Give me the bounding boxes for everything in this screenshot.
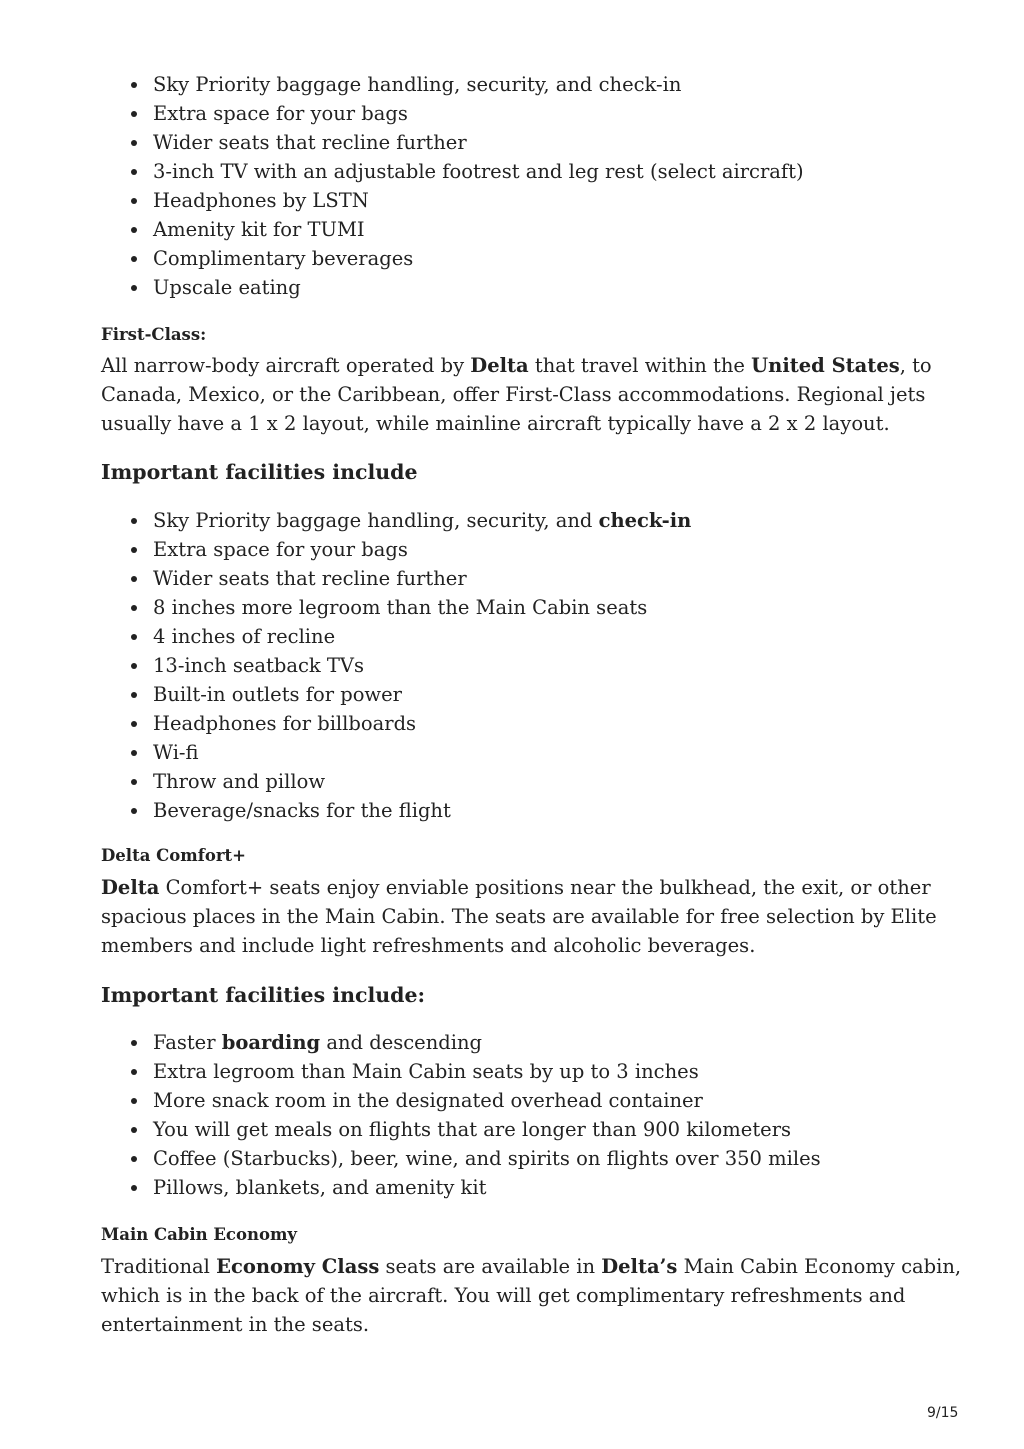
- text-run: seats are available in: [379, 1255, 602, 1278]
- list-item: 13-inch seatback TVs: [101, 651, 921, 680]
- text-run: Canada, Mexico, or the Caribbean, offer First-Class accommodations. Regional jets: [101, 383, 926, 406]
- text-run: , to: [899, 354, 932, 377]
- facilities-heading: Important facilities include:: [101, 983, 426, 1007]
- text-run: entertainment in the seats.: [101, 1313, 370, 1336]
- list-item: Headphones by LSTN: [101, 186, 921, 215]
- list-item: Built-in outlets for power: [101, 680, 921, 709]
- text-run: and descending: [320, 1031, 483, 1054]
- text-run: that travel within the: [528, 354, 752, 377]
- list-item: Wider seats that recline further: [101, 128, 921, 157]
- list-item: Wider seats that recline further: [101, 564, 921, 593]
- text-run: Faster: [153, 1031, 222, 1054]
- list-item: You will get meals on flights that are longer than 900 kilometers: [101, 1115, 921, 1144]
- list-item: Beverage/snacks for the flight: [101, 796, 921, 825]
- list-item: Amenity kit for TUMI: [101, 215, 921, 244]
- list-item: 3-inch TV with an adjustable footrest and leg rest (select aircraft): [101, 157, 921, 186]
- bold-text: Delta: [470, 354, 529, 377]
- list-item: Complimentary beverages: [101, 244, 921, 273]
- list-item: Wi-fi: [101, 738, 921, 767]
- list-item: Sky Priority baggage handling, security, and check-in: [101, 70, 921, 99]
- list-item: Extra space for your bags: [101, 535, 921, 564]
- economy-paragraph: [101, 1252, 962, 1339]
- list-item: More snack room in the designated overhead container: [101, 1086, 921, 1115]
- text-run: All narrow-body aircraft operated by: [101, 354, 471, 377]
- comfort-facilities-list: [101, 1028, 921, 1202]
- document-page: [101, 70, 962, 1339]
- text-run: Comfort+ seats enjoy enviable positions near the bulkhead, the exit, or other: [159, 876, 931, 899]
- bold-text: check-in: [598, 509, 692, 532]
- bold-text: Economy Class: [216, 1255, 380, 1278]
- bold-text: Delta’s: [601, 1255, 678, 1278]
- list-item: Extra legroom than Main Cabin seats by up to 3 inches: [101, 1057, 921, 1086]
- list-item: Coffee (Starbucks), beer, wine, and spirits on flights over 350 miles: [101, 1144, 921, 1173]
- bold-text: boarding: [221, 1031, 321, 1054]
- text-run: members and include light refreshments and alcoholic beverages.: [101, 934, 756, 957]
- facilities-heading: Important facilities include: [101, 460, 418, 484]
- page-number: 9/15: [927, 1405, 959, 1421]
- list-item: 8 inches more legroom than the Main Cabin seats: [101, 593, 921, 622]
- list-item: Throw and pillow: [101, 767, 921, 796]
- text-run: spacious places in the Main Cabin. The seats are available for free selection by Elite: [101, 905, 937, 928]
- text-run: which is in the back of the aircraft. You will get complimentary refreshments and: [101, 1284, 906, 1307]
- list-item: Headphones for billboards: [101, 709, 921, 738]
- text-run: Main Cabin Economy cabin,: [677, 1255, 962, 1278]
- bold-text: Delta: [101, 876, 160, 899]
- bold-text: United States: [751, 354, 900, 377]
- comfort-paragraph: [101, 873, 937, 960]
- list-item: 4 inches of recline: [101, 622, 921, 651]
- list-item: Extra space for your bags: [101, 99, 921, 128]
- list-item: Upscale eating: [101, 273, 921, 302]
- economy-heading: Main Cabin Economy: [101, 1225, 298, 1244]
- first-class-facilities-list: [101, 506, 921, 825]
- list-item: [101, 506, 921, 535]
- first-class-heading: First-Class:: [101, 325, 207, 344]
- list-item: [101, 1028, 921, 1057]
- text-run: Sky Priority baggage handling, security, and: [153, 509, 599, 532]
- list-item: Pillows, blankets, and amenity kit: [101, 1173, 921, 1202]
- text-run: Traditional: [101, 1255, 217, 1278]
- premium-amenities-list: [101, 70, 921, 302]
- text-run: usually have a 1 x 2 layout, while mainline aircraft typically have a 2 x 2 layout.: [101, 412, 890, 435]
- first-class-paragraph: [101, 351, 932, 438]
- comfort-heading: Delta Comfort+: [101, 846, 246, 865]
